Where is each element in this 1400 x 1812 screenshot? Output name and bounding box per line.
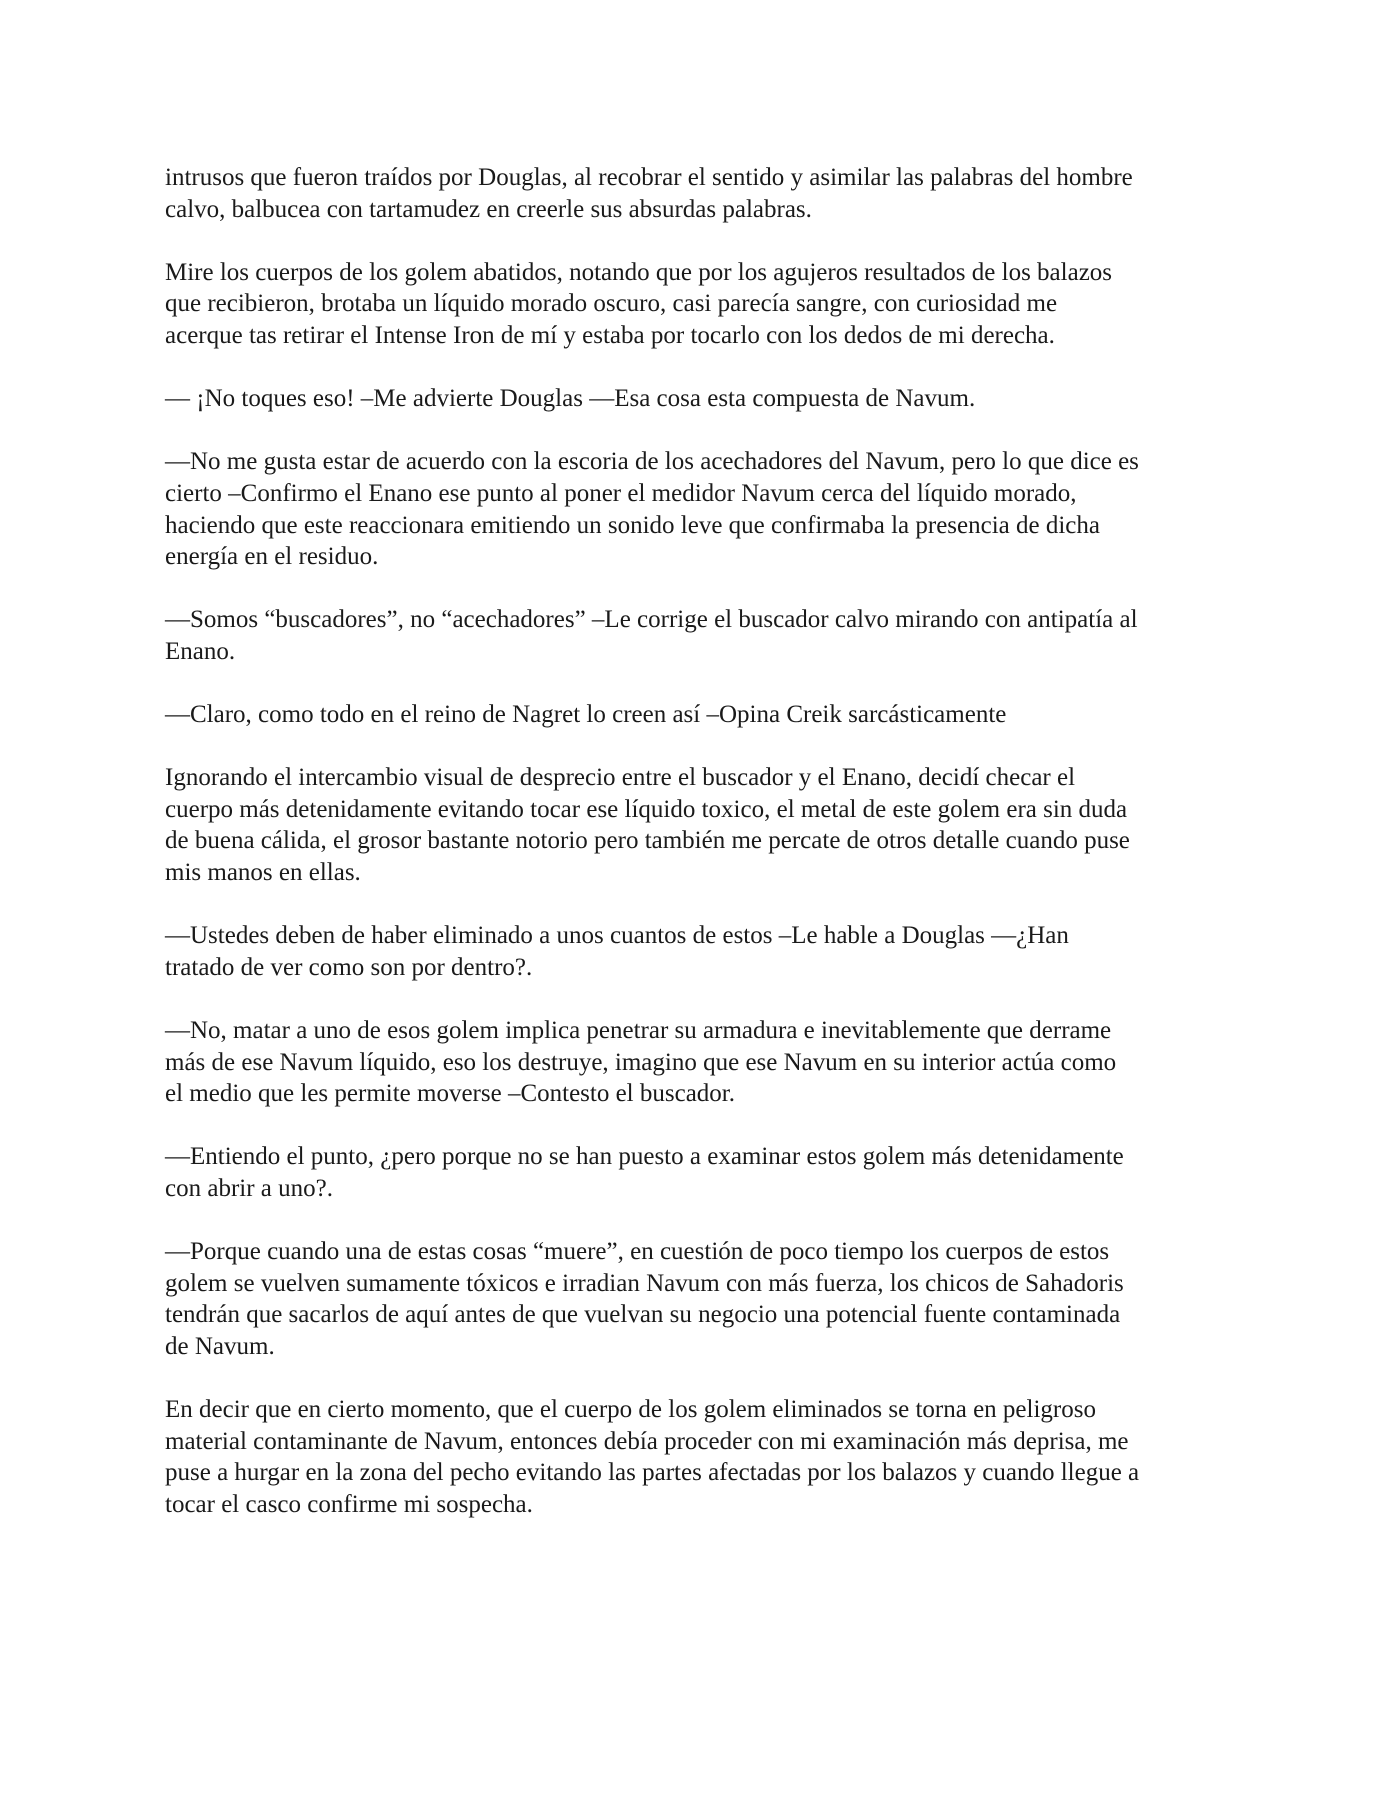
paragraph-11: —Porque cuando una de estas cosas “muere”, en cuestión de poco tiempo los cuerpos de estos golem se vuelven sumamente tóxicos e irradian Navum con más fuerza, los chicos de Sahadoris tendrán que sacarlos de aquí antes de que vuelvan su negocio una potencial fuente contaminada de Navum. bbox=[165, 1238, 1124, 1360]
paragraph-8: —Ustedes deben de haber eliminado a unos cuantos de estos –Le hable a Douglas —¿Han tratado de ver como son por dentro?. bbox=[165, 922, 1069, 981]
paragraph-7: Ignorando el intercambio visual de desprecio entre el buscador y el Enano, decidí checar el cuerpo más detenidamente evitando tocar ese líquido toxico, el metal de este golem era sin duda de buena cálida, el grosor bastante notorio pero también me percate de otros detalle cuando puse mis manos en ellas. bbox=[165, 764, 1130, 887]
paragraph-6: —Claro, como todo en el reino de Nagret lo creen así –Opina Creik sarcásticamente bbox=[165, 701, 1007, 729]
paragraph-10: —Entiendo el punto, ¿pero porque no se han puesto a examinar estos golem más detenidamente con abrir a uno?. bbox=[165, 1143, 1124, 1202]
paragraph-3: — ¡No toques eso! –Me advierte Douglas —Esa cosa esta compuesta de Navum. bbox=[165, 385, 976, 413]
paragraph-4: —No me gusta estar de acuerdo con la escoria de los acechadores del Navum, pero lo que dice es cierto –Confirmo el Enano ese punto al poner el medidor Navum cerca del líquido morado, haciendo que este reaccionara emitiendo un sonido leve que confirmaba la presencia de dicha energía en el residuo. bbox=[165, 448, 1139, 571]
paragraph-1: intrusos que fueron traídos por Douglas, al recobrar el sentido y asimilar las palabras del hombre calvo, balbucea con tartamudez en creerle sus absurdas palabras. bbox=[165, 164, 1133, 223]
paragraph-2: Mire los cuerpos de los golem abatidos, notando que por los agujeros resultados de los balazos que recibieron, brotaba un líquido morado oscuro, casi parecía sangre, con curiosidad me acerque tas retirar el Intense Iron de mí y estaba por tocarlo con los dedos de mi derecha. bbox=[165, 258, 1113, 349]
document-body bbox=[165, 162, 1240, 1552]
paragraph-9: —No, matar a uno de esos golem implica penetrar su armadura e inevitablemente que derrame más de ese Navum líquido, eso los destruye, imagino que ese Navum en su interior actúa como el medio que les permite moverse –Contesto el buscador. bbox=[165, 1017, 1117, 1108]
paragraph-12: En decir que en cierto momento, que el cuerpo de los golem eliminados se torna en peligroso material contaminante de Navum, entonces debía proceder con mi examinación más deprisa, me puse a hurgar en la zona del pecho evitando las partes afectadas por los balazos y cuando llegue a tocar el casco confirme mi sospecha. bbox=[165, 1396, 1140, 1518]
paragraph-5: —Somos “buscadores”, no “acechadores” –Le corrige el buscador calvo mirando con antipatía al Enano. bbox=[165, 606, 1138, 665]
